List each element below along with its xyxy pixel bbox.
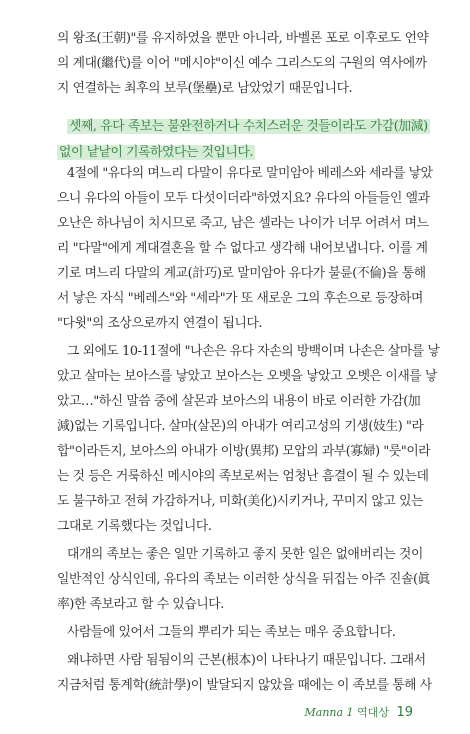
book-title: Manna 1	[304, 706, 354, 719]
text-line: 그 외에도 10-11절에 "나손은 유다 자손의 방백이며 나손은 살마를 낳	[67, 344, 440, 359]
page-footer	[305, 704, 413, 720]
text-line: 았고…"하신 말씀 중에 살몬과 보아스의 내용이 바로 이러한 가감(加	[57, 394, 421, 409]
text-line: 았고 살마는 보아스를 낳았고 보아스는 오벳을 낳았고 오벳은 이새를 낳	[57, 369, 437, 384]
text-line: 지금처럼 통계학(統計學)이 발달되지 않았을 때에는 이 족보를 통해 사	[57, 678, 432, 693]
page-number: 19	[396, 705, 413, 720]
text-line: 의 왕조(王朝)"를 유지하였을 뿐만 아니라, 바벨론 포로 이후로도 언약	[57, 31, 429, 46]
text-line: 오난은 하나님이 치시므로 죽고, 남은 셀라는 나이가 너무 어려서 며느	[57, 216, 429, 231]
text-line: 합"이라든지, 보아스의 아내가 이방(異邦) 모압의 과부(寡婦) "룻"이라	[57, 444, 431, 459]
text-line: 대개의 족보는 좋은 일만 기록하고 좋지 못한 일은 없애버리는 것이	[67, 547, 423, 562]
text-line: 일반적인 상식인데, 유다의 족보는 이러한 상식을 뒤집는 아주 진솔(眞	[57, 572, 430, 587]
text-line: 는 것 등은 거룩하신 메시야의 족보로써는 엄청난 흠결이 될 수 있는데	[57, 469, 429, 484]
text-line: 사람들에 있어서 그들의 뿌리가 되는 족보는 매우 중요합니다.	[67, 625, 396, 640]
text-line: 기로 며느리 다말의 계교(計巧)로 말미암아 유다가 불륜(不倫)을 통해	[57, 266, 426, 281]
text-line: 으니 유다의 아들이 모두 다섯이더라"하였지요? 유다의 아들들인 엘과	[57, 191, 430, 206]
text-line: 도 불구하고 전혀 가감하거나, 미화(美化)시키거나, 꾸미지 않고 있는	[57, 494, 424, 509]
text-line: 4절에 "유다의 며느리 다말이 유다로 말미암아 베레스와 세라를 낳았	[67, 166, 433, 181]
text-line: 率)한 족보라고 할 수 있습니다.	[57, 597, 224, 612]
text-line: "다윗"의 조상으로까지 연결이 됩니다.	[57, 316, 263, 331]
highlighted-text-line	[67, 118, 428, 136]
text-line: 리 "다말"에게 계대결혼을 할 수 없다고 생각해 내어보냅니다. 이를 계	[57, 241, 428, 256]
text-line: 그대로 기록했다는 것입니다.	[57, 519, 212, 534]
text-line: 減)없는 기록입니다. 살마(살몬)의 아내가 여리고성의 기생(妓生) "라	[57, 419, 424, 434]
section-title: 역대상	[357, 706, 389, 719]
text-line: 서 낳은 자식 "베레스"와 "세라"가 또 새로운 그의 후손으로 등장하며	[57, 291, 423, 306]
highlighted-text-line	[57, 144, 413, 162]
highlight: 없이 낱낱이 기록하였다는 것입니다.	[59, 145, 254, 160]
text-line: 지 연결하는 최후의 보루(堡壘)로 남았었기 때문입니다.	[57, 81, 353, 96]
text-line: 왜냐하면 사람 됨됨이의 근본(根本)이 나타나기 때문입니다. 그래서	[67, 653, 426, 668]
highlight: 셋째, 유다 족보는 불완전하거나 수치스러운 것들이라도 가감(加減)	[69, 119, 428, 134]
text-line: 의 계대(繼代)를 이어 "메시야"이신 예수 그리스도의 구원의 역사에까	[57, 56, 427, 71]
